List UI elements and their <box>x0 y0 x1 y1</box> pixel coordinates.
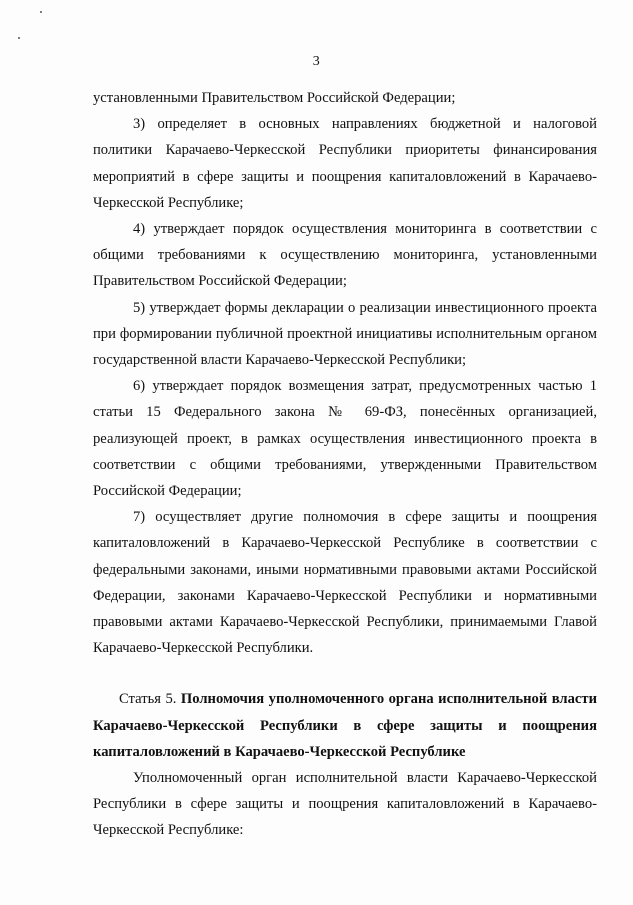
paragraph-continuation: установленными Правительством Российской Федерации; <box>93 90 456 106</box>
paragraph-item-4: 4) утверждает порядок осуществления мониторинга в соответствии с общими требованиями к осуществлению мониторинга, установленными Правительством Российской Федерации; <box>93 221 597 290</box>
article-heading <box>93 686 597 765</box>
paragraph-item-7: 7) осуществляет другие полномочия в сфере защиты и поощрения капиталовложений в Карачаево-Черкесской Республике в соответствии с федеральными законами, иными нормативными правовыми актами Российской Федерации, законами Карачаево-Черкесской Республики и нормативными правовыми актами Карачаево-Черкесской Республики, принимаемыми Главой Карачаево-Черкесской Республики. <box>93 509 597 657</box>
page-number: 3 <box>312 54 321 69</box>
paragraph-item-3: 3) определяет в основных направлениях бюджетной и налоговой политики Карачаево-Черкесской Республики приоритеты финансирования мероприятий в сфере защиты и поощрения капиталовложений в Карачаево-Черкесской Республике; <box>93 116 597 211</box>
article-title: Полномочия уполномоченного органа исполнительной власти Карачаево-Черкесской Республики в сфере защиты и поощрения капиталовложений в Карачаево-Черкесской Республике <box>93 691 597 760</box>
scan-speck <box>18 37 20 39</box>
document-body <box>93 85 597 844</box>
paragraph-item-5: 5) утверждает формы декларации о реализации инвестиционного проекта при формировании публичной проектной инициативы исполнительным органом государственной власти Карачаево-Черкесской Республики; <box>93 299 597 369</box>
article-label: Статья 5. <box>119 691 177 708</box>
paragraph-item-6: 6) утверждает порядок возмещения затрат, предусмотренных частью 1 статьи 15 Федерального закона № 69-ФЗ, понесённых организацией, реализующей проект, в рамках осуществления инвестиционного проекта в соответствии с общими требованиями, утвержденными Правительством Российской Федерации; <box>93 378 597 500</box>
closing-paragraph: Уполномоченный орган исполнительной власти Карачаево-Черкесской Республики в сфере защиты и поощрения капиталовложений в Карачаево-Черкесской Республике: <box>93 770 597 839</box>
scan-speck <box>40 11 42 13</box>
